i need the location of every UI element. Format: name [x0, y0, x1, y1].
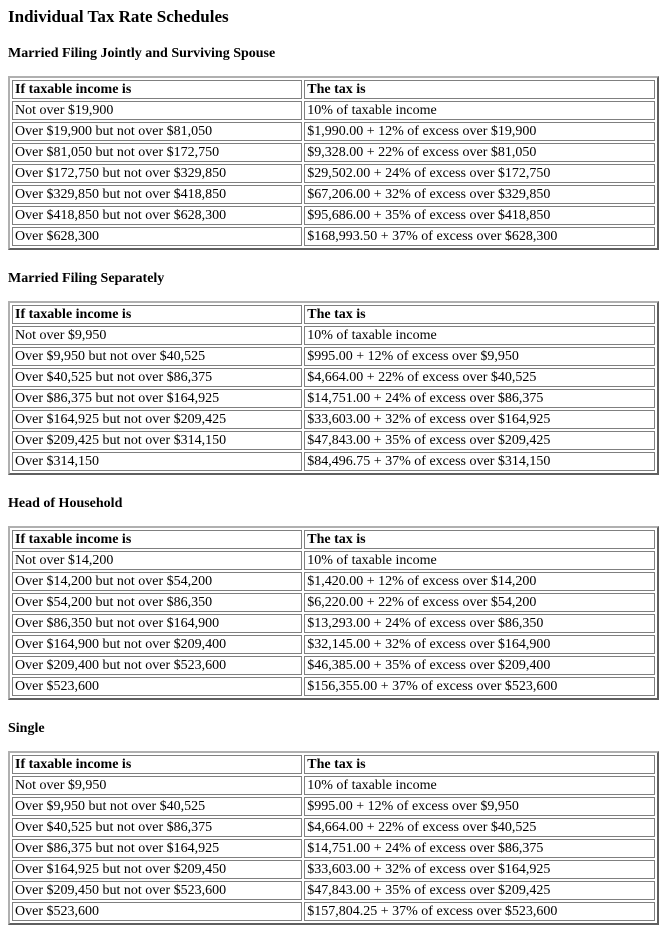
income-cell: Over $40,525 but not over $86,375 — [12, 368, 302, 387]
table-row — [12, 164, 655, 183]
section-heading-single: Single — [8, 721, 45, 736]
tax-cell: 10% of taxable income — [304, 551, 655, 570]
income-cell: Over $329,850 but not over $418,850 — [12, 185, 302, 204]
header-tax: The tax is — [304, 305, 655, 324]
income-cell: Over $164,900 but not over $209,400 — [12, 635, 302, 654]
tax-cell: $47,843.00 + 35% of excess over $209,425 — [304, 881, 655, 900]
income-cell: Over $9,950 but not over $40,525 — [12, 347, 302, 366]
tax-cell: 10% of taxable income — [304, 326, 655, 345]
table-row — [12, 101, 655, 120]
table-single — [8, 751, 659, 925]
income-cell: Over $9,950 but not over $40,525 — [12, 797, 302, 816]
table-row — [12, 185, 655, 204]
income-cell: Over $164,925 but not over $209,425 — [12, 410, 302, 429]
tax-cell: $4,664.00 + 22% of excess over $40,525 — [304, 368, 655, 387]
income-cell: Not over $19,900 — [12, 101, 302, 120]
table-row — [12, 881, 655, 900]
table-row — [12, 614, 655, 633]
table-row — [12, 656, 655, 675]
income-cell: Over $164,925 but not over $209,450 — [12, 860, 302, 879]
income-cell: Not over $9,950 — [12, 326, 302, 345]
section-heading-married-separately: Married Filing Separately — [8, 271, 165, 286]
table-married-jointly — [8, 76, 659, 250]
tax-cell: $156,355.00 + 37% of excess over $523,600 — [304, 677, 655, 696]
income-cell: Over $172,750 but not over $329,850 — [12, 164, 302, 183]
table-row — [12, 860, 655, 879]
income-cell: Over $209,450 but not over $523,600 — [12, 881, 302, 900]
header-income: If taxable income is — [12, 530, 302, 549]
income-cell: Over $209,425 but not over $314,150 — [12, 431, 302, 450]
tax-cell: $9,328.00 + 22% of excess over $81,050 — [304, 143, 655, 162]
table-row — [12, 635, 655, 654]
income-cell: Over $314,150 — [12, 452, 302, 471]
income-cell: Over $523,600 — [12, 677, 302, 696]
table-row — [12, 572, 655, 591]
tax-cell: $47,843.00 + 35% of excess over $209,425 — [304, 431, 655, 450]
table-row — [12, 206, 655, 225]
tax-cell: $95,686.00 + 35% of excess over $418,850 — [304, 206, 655, 225]
header-income: If taxable income is — [12, 755, 302, 774]
tax-cell: $4,664.00 + 22% of excess over $40,525 — [304, 818, 655, 837]
tax-cell: $33,603.00 + 32% of excess over $164,925 — [304, 410, 655, 429]
tax-cell: $157,804.25 + 37% of excess over $523,600 — [304, 902, 655, 921]
tax-cell: $1,420.00 + 12% of excess over $14,200 — [304, 572, 655, 591]
header-income: If taxable income is — [12, 305, 302, 324]
tax-cell: $14,751.00 + 24% of excess over $86,375 — [304, 839, 655, 858]
tax-cell: $29,502.00 + 24% of excess over $172,750 — [304, 164, 655, 183]
tax-cell: $1,990.00 + 12% of excess over $19,900 — [304, 122, 655, 141]
table-row — [12, 818, 655, 837]
tax-cell: $67,206.00 + 32% of excess over $329,850 — [304, 185, 655, 204]
header-tax: The tax is — [304, 80, 655, 99]
table-row — [12, 368, 655, 387]
income-cell: Not over $9,950 — [12, 776, 302, 795]
income-cell: Over $54,200 but not over $86,350 — [12, 593, 302, 612]
income-cell: Over $209,400 but not over $523,600 — [12, 656, 302, 675]
table-row — [12, 776, 655, 795]
page-title: Individual Tax Rate Schedules — [8, 7, 229, 26]
table-married-separately — [8, 301, 659, 475]
section-heading-married-jointly: Married Filing Jointly and Surviving Spouse — [8, 46, 276, 61]
header-tax: The tax is — [304, 755, 655, 774]
tax-cell: $995.00 + 12% of excess over $9,950 — [304, 347, 655, 366]
table-row — [12, 902, 655, 921]
income-cell: Over $418,850 but not over $628,300 — [12, 206, 302, 225]
tax-cell: $14,751.00 + 24% of excess over $86,375 — [304, 389, 655, 408]
table-row — [12, 227, 655, 246]
tax-cell: $6,220.00 + 22% of excess over $54,200 — [304, 593, 655, 612]
tax-cell: $32,145.00 + 32% of excess over $164,900 — [304, 635, 655, 654]
table-header-row — [12, 80, 655, 99]
table-head-of-household — [8, 526, 659, 700]
tax-cell: $46,385.00 + 35% of excess over $209,400 — [304, 656, 655, 675]
table-row — [12, 593, 655, 612]
table-row — [12, 143, 655, 162]
income-cell: Over $86,375 but not over $164,925 — [12, 389, 302, 408]
table-row — [12, 347, 655, 366]
header-tax: The tax is — [304, 530, 655, 549]
table-row — [12, 839, 655, 858]
table-row — [12, 677, 655, 696]
tax-cell: 10% of taxable income — [304, 776, 655, 795]
table-header-row — [12, 530, 655, 549]
tax-cell: $13,293.00 + 24% of excess over $86,350 — [304, 614, 655, 633]
tax-cell: $33,603.00 + 32% of excess over $164,925 — [304, 860, 655, 879]
table-row — [12, 797, 655, 816]
tax-cell: 10% of taxable income — [304, 101, 655, 120]
table-row — [12, 551, 655, 570]
table-header-row — [12, 305, 655, 324]
income-cell: Not over $14,200 — [12, 551, 302, 570]
tax-cell: $84,496.75 + 37% of excess over $314,150 — [304, 452, 655, 471]
income-cell: Over $14,200 but not over $54,200 — [12, 572, 302, 591]
table-row — [12, 122, 655, 141]
table-row — [12, 431, 655, 450]
header-income: If taxable income is — [12, 80, 302, 99]
table-row — [12, 452, 655, 471]
income-cell: Over $81,050 but not over $172,750 — [12, 143, 302, 162]
income-cell: Over $19,900 but not over $81,050 — [12, 122, 302, 141]
income-cell: Over $523,600 — [12, 902, 302, 921]
table-row — [12, 410, 655, 429]
tax-cell: $995.00 + 12% of excess over $9,950 — [304, 797, 655, 816]
table-header-row — [12, 755, 655, 774]
table-row — [12, 389, 655, 408]
tax-cell: $168,993.50 + 37% of excess over $628,300 — [304, 227, 655, 246]
income-cell: Over $86,350 but not over $164,900 — [12, 614, 302, 633]
income-cell: Over $628,300 — [12, 227, 302, 246]
income-cell: Over $86,375 but not over $164,925 — [12, 839, 302, 858]
income-cell: Over $40,525 but not over $86,375 — [12, 818, 302, 837]
section-heading-head-of-household: Head of Household — [8, 496, 123, 511]
table-row — [12, 326, 655, 345]
